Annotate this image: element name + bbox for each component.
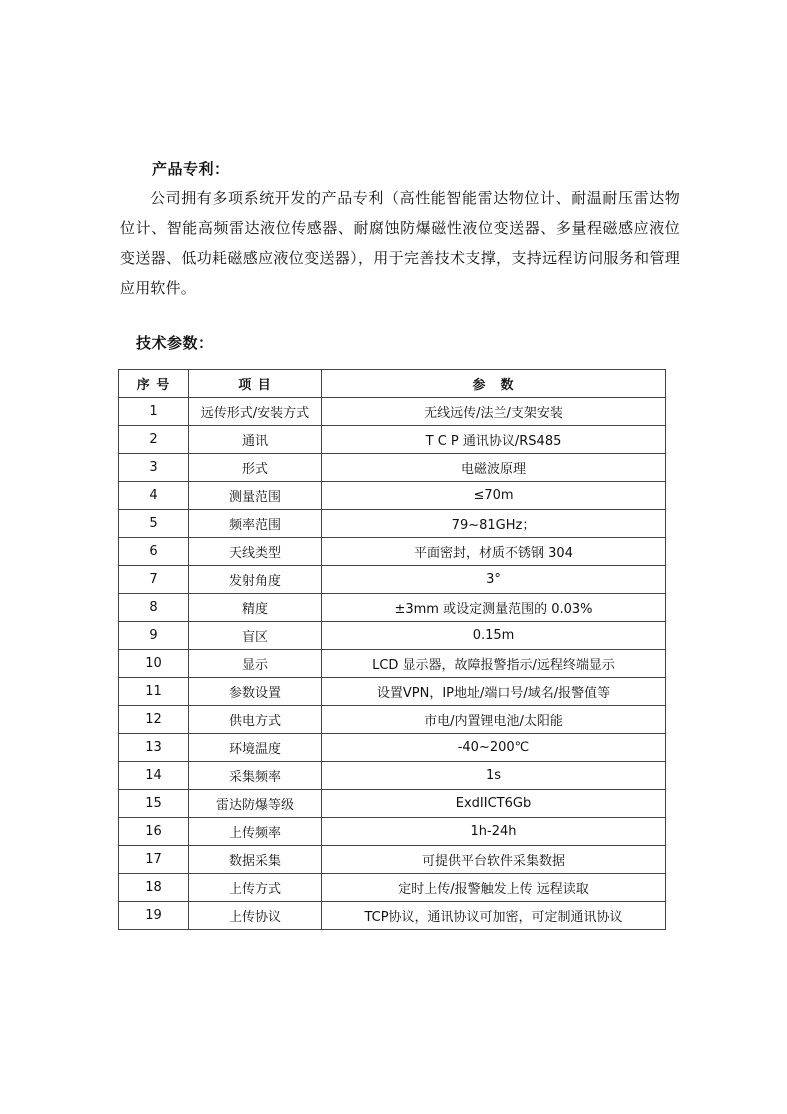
row-number: 11 bbox=[119, 678, 189, 706]
row-value: ±3mm 或设定测量范围的 0.03% bbox=[322, 594, 666, 622]
table-row bbox=[119, 594, 666, 622]
row-item: 环境温度 bbox=[189, 734, 322, 762]
row-item: 天线类型 bbox=[189, 538, 322, 566]
header-value: 参 数 bbox=[322, 370, 666, 398]
row-value: 3° bbox=[322, 566, 666, 594]
table-row bbox=[119, 874, 666, 902]
table-row bbox=[119, 846, 666, 874]
header-item: 项 目 bbox=[189, 370, 322, 398]
row-item: 雷达防爆等级 bbox=[189, 790, 322, 818]
table-row bbox=[119, 706, 666, 734]
table-row bbox=[119, 678, 666, 706]
patent-paragraph: 公司拥有多项系统开发的产品专利（高性能智能雷达物位计、耐温耐压雷达物位计、智能高频雷达液位传感器、耐腐蚀防爆磁性液位变送器、多量程磁感应液位变送器、低功耗磁感应液位变送器），用于完善技术支撑，支持远程访问服务和管理应用软件。 bbox=[120, 189, 680, 297]
row-number: 5 bbox=[119, 510, 189, 538]
row-number: 8 bbox=[119, 594, 189, 622]
row-number: 1 bbox=[119, 398, 189, 426]
row-value: 0.15m bbox=[322, 622, 666, 650]
row-number: 16 bbox=[119, 818, 189, 846]
row-value: TCP协议，通讯协议可加密，可定制通讯协议 bbox=[322, 902, 666, 930]
table-row bbox=[119, 790, 666, 818]
row-item: 盲区 bbox=[189, 622, 322, 650]
table-row bbox=[119, 762, 666, 790]
table-row bbox=[119, 902, 666, 930]
row-item: 频率范围 bbox=[189, 510, 322, 538]
row-item: 形式 bbox=[189, 454, 322, 482]
row-item: 发射角度 bbox=[189, 566, 322, 594]
row-item: 上传频率 bbox=[189, 818, 322, 846]
row-number: 18 bbox=[119, 874, 189, 902]
row-value: 定时上传/报警触发上传 远程读取 bbox=[322, 874, 666, 902]
row-value: -40~200℃ bbox=[322, 734, 666, 762]
row-value: LCD 显示器，故障报警指示/远程终端显示 bbox=[322, 650, 666, 678]
table-row bbox=[119, 818, 666, 846]
row-number: 3 bbox=[119, 454, 189, 482]
row-number: 19 bbox=[119, 902, 189, 930]
table-row bbox=[119, 454, 666, 482]
row-item: 测量范围 bbox=[189, 482, 322, 510]
spec-section-title: 技术参数： bbox=[136, 334, 214, 352]
spec-table-header-row bbox=[119, 370, 666, 398]
row-value: 电磁波原理 bbox=[322, 454, 666, 482]
row-item: 远传形式/安装方式 bbox=[189, 398, 322, 426]
row-number: 13 bbox=[119, 734, 189, 762]
row-value: 79~81GHz； bbox=[322, 510, 666, 538]
row-number: 15 bbox=[119, 790, 189, 818]
spec-table bbox=[118, 369, 666, 930]
row-item: 参数设置 bbox=[189, 678, 322, 706]
row-value: 平面密封，材质不锈钢 304 bbox=[322, 538, 666, 566]
table-row bbox=[119, 566, 666, 594]
row-value: 1h-24h bbox=[322, 818, 666, 846]
row-number: 10 bbox=[119, 650, 189, 678]
row-number: 6 bbox=[119, 538, 189, 566]
header-no: 序 号 bbox=[119, 370, 189, 398]
row-item: 采集频率 bbox=[189, 762, 322, 790]
row-value: 市电/内置锂电池/太阳能 bbox=[322, 706, 666, 734]
spec-table-body bbox=[119, 398, 666, 930]
row-number: 14 bbox=[119, 762, 189, 790]
row-value: ≤70m bbox=[322, 482, 666, 510]
row-number: 12 bbox=[119, 706, 189, 734]
row-value: ExdIICT6Gb bbox=[322, 790, 666, 818]
table-row bbox=[119, 734, 666, 762]
row-item: 供电方式 bbox=[189, 706, 322, 734]
patent-section-title: 产品专利： bbox=[152, 160, 230, 178]
table-row bbox=[119, 538, 666, 566]
row-value: T C P 通讯协议/RS485 bbox=[322, 426, 666, 454]
row-item: 上传方式 bbox=[189, 874, 322, 902]
row-item: 精度 bbox=[189, 594, 322, 622]
table-row bbox=[119, 622, 666, 650]
table-row bbox=[119, 426, 666, 454]
row-value: 1s bbox=[322, 762, 666, 790]
row-value: 无线远传/法兰/支架安装 bbox=[322, 398, 666, 426]
table-row bbox=[119, 650, 666, 678]
row-number: 4 bbox=[119, 482, 189, 510]
row-value: 设置VPN，IP地址/端口号/域名/报警值等 bbox=[322, 678, 666, 706]
row-number: 2 bbox=[119, 426, 189, 454]
row-item: 通讯 bbox=[189, 426, 322, 454]
row-number: 7 bbox=[119, 566, 189, 594]
row-number: 17 bbox=[119, 846, 189, 874]
row-value: 可提供平台软件采集数据 bbox=[322, 846, 666, 874]
row-number: 9 bbox=[119, 622, 189, 650]
row-item: 上传协议 bbox=[189, 902, 322, 930]
table-row bbox=[119, 510, 666, 538]
table-row bbox=[119, 398, 666, 426]
table-row bbox=[119, 482, 666, 510]
row-item: 数据采集 bbox=[189, 846, 322, 874]
row-item: 显示 bbox=[189, 650, 322, 678]
